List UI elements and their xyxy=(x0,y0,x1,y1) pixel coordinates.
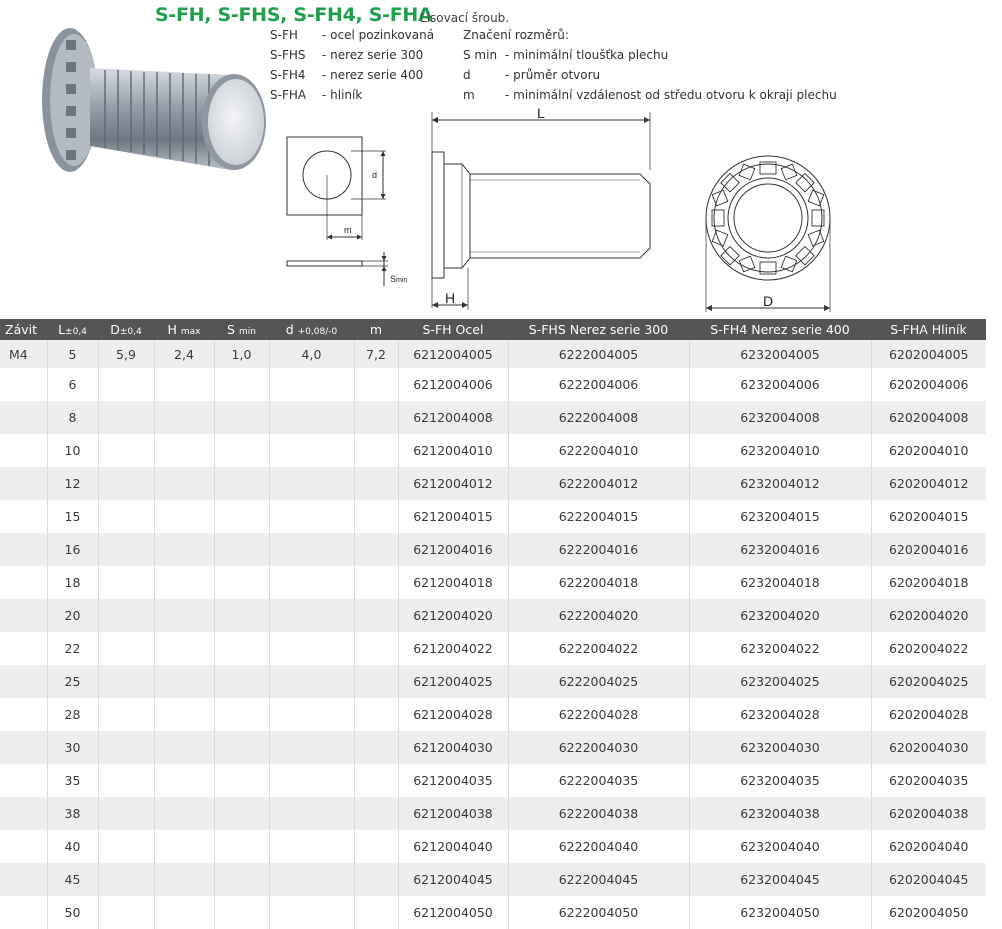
col-header-fh: S-FH Ocel xyxy=(398,319,508,340)
table-cell-fha: 6202004012 xyxy=(871,467,986,500)
table-cell-d xyxy=(269,863,354,896)
table-cell-D xyxy=(98,401,154,434)
table-cell-l: 40 xyxy=(47,830,98,863)
table-cell-h xyxy=(154,467,214,500)
table-cell-fhs: 6222004012 xyxy=(508,467,689,500)
table-cell-fha: 6202004010 xyxy=(871,434,986,467)
table-cell-fhs: 6222004038 xyxy=(508,797,689,830)
table-cell-fh: 6212004012 xyxy=(398,467,508,500)
table-cell-fha: 6202004015 xyxy=(871,500,986,533)
table-cell-fh: 6212004038 xyxy=(398,797,508,830)
table-cell-h xyxy=(154,797,214,830)
table-cell-s: 1,0 xyxy=(214,340,269,368)
table-cell-fhs: 6222004030 xyxy=(508,731,689,764)
table-cell-l: 38 xyxy=(47,797,98,830)
dimension-row: d - průměr otvoru xyxy=(463,68,601,82)
table-cell-fha: 6202004025 xyxy=(871,665,986,698)
table-cell-s xyxy=(214,632,269,665)
table-cell-h xyxy=(154,830,214,863)
table-cell-h xyxy=(154,896,214,929)
material-row: S-FHS - nerez serie 300 xyxy=(270,48,424,62)
table-cell-l: 16 xyxy=(47,533,98,566)
table-cell-l: 20 xyxy=(47,599,98,632)
table-cell-s xyxy=(214,401,269,434)
table-cell-fhs: 6222004028 xyxy=(508,698,689,731)
table-cell-s xyxy=(214,764,269,797)
table-cell-l: 10 xyxy=(47,434,98,467)
table-row xyxy=(0,566,986,599)
table-cell-h xyxy=(154,500,214,533)
table-cell-h xyxy=(154,533,214,566)
table-cell-l: 15 xyxy=(47,500,98,533)
table-cell-fh4: 6232004005 xyxy=(689,340,871,368)
table-cell-d xyxy=(269,830,354,863)
table-cell-fh: 6212004028 xyxy=(398,698,508,731)
table-cell-fh4: 6232004008 xyxy=(689,401,871,434)
table-cell-fha: 6202004016 xyxy=(871,533,986,566)
table-cell-fha: 6202004035 xyxy=(871,764,986,797)
table-cell-d xyxy=(269,698,354,731)
table-cell-fh4: 6232004050 xyxy=(689,896,871,929)
table-cell-m xyxy=(354,896,398,929)
table-cell-fh4: 6232004006 xyxy=(689,368,871,401)
table-row xyxy=(0,632,986,665)
table-row xyxy=(0,434,986,467)
drawing-label-D: D xyxy=(763,293,774,309)
table-cell-s xyxy=(214,698,269,731)
table-cell-fh: 6212004010 xyxy=(398,434,508,467)
col-header-fh4: S-FH4 Nerez serie 400 xyxy=(689,319,871,340)
table-cell-fhs: 6222004020 xyxy=(508,599,689,632)
table-cell-fh: 6212004030 xyxy=(398,731,508,764)
table-cell-h xyxy=(154,731,214,764)
table-cell-fhs: 6222004018 xyxy=(508,566,689,599)
table-cell-fhs: 6222004015 xyxy=(508,500,689,533)
table-cell-fhs: 6222004050 xyxy=(508,896,689,929)
table-cell-s xyxy=(214,500,269,533)
table-cell-D xyxy=(98,731,154,764)
table-cell-h xyxy=(154,599,214,632)
table-cell-s xyxy=(214,533,269,566)
table-cell-fha: 6202004006 xyxy=(871,368,986,401)
table-row xyxy=(0,467,986,500)
table-cell-fha: 6202004040 xyxy=(871,830,986,863)
table-cell-m xyxy=(354,500,398,533)
table-row xyxy=(0,797,986,830)
table-cell-fh4: 6232004016 xyxy=(689,533,871,566)
table-cell-m xyxy=(354,632,398,665)
table-cell-zavit xyxy=(0,500,47,533)
table-cell-m xyxy=(354,731,398,764)
table-row xyxy=(0,764,986,797)
page-title: S-FH, S-FHS, S-FH4, S-FHA xyxy=(155,4,433,26)
table-cell-h xyxy=(154,434,214,467)
table-cell-zavit xyxy=(0,467,47,500)
table-cell-l: 8 xyxy=(47,401,98,434)
table-cell-fha: 6202004030 xyxy=(871,731,986,764)
table-cell-D xyxy=(98,599,154,632)
table-cell-d xyxy=(269,731,354,764)
table-row xyxy=(0,368,986,401)
spec-table xyxy=(0,319,986,929)
table-cell-zavit xyxy=(0,698,47,731)
table-cell-d xyxy=(269,467,354,500)
material-row: S-FHA - hliník xyxy=(270,88,363,102)
table-cell-zavit xyxy=(0,863,47,896)
page-subtitle: Lisovací šroub. xyxy=(420,11,510,25)
col-header-fhs: S-FHS Nerez serie 300 xyxy=(508,319,689,340)
table-cell-fha: 6202004022 xyxy=(871,632,986,665)
col-header-d: d +0,08/-0 xyxy=(269,319,354,340)
table-cell-D xyxy=(98,500,154,533)
dimension-row: m - minimální vzdálenost od středu otvoru k okraji plechu xyxy=(463,88,837,102)
table-cell-s xyxy=(214,566,269,599)
table-cell-fha: 6202004008 xyxy=(871,401,986,434)
col-header-h: H max xyxy=(154,319,214,340)
table-cell-D xyxy=(98,434,154,467)
table-cell-m xyxy=(354,863,398,896)
table-row xyxy=(0,340,986,368)
col-header-m: m xyxy=(354,319,398,340)
table-cell-fh: 6212004050 xyxy=(398,896,508,929)
table-cell-l: 50 xyxy=(47,896,98,929)
table-cell-fhs: 6222004016 xyxy=(508,533,689,566)
table-cell-fh: 6212004015 xyxy=(398,500,508,533)
table-cell-D xyxy=(98,764,154,797)
table-cell-d xyxy=(269,599,354,632)
table-cell-fhs: 6222004005 xyxy=(508,340,689,368)
table-row xyxy=(0,830,986,863)
table-cell-h xyxy=(154,632,214,665)
technical-drawing xyxy=(0,0,1002,320)
table-cell-fh4: 6232004020 xyxy=(689,599,871,632)
table-cell-h xyxy=(154,368,214,401)
table-cell-d xyxy=(269,533,354,566)
col-header-D: D±0,4 xyxy=(98,319,154,340)
material-row: S-FH4 - nerez serie 400 xyxy=(270,68,424,82)
table-cell-m xyxy=(354,797,398,830)
drawing-label-H: H xyxy=(445,290,456,306)
table-cell-zavit xyxy=(0,665,47,698)
table-cell-D xyxy=(98,863,154,896)
table-cell-D xyxy=(98,698,154,731)
table-cell-s xyxy=(214,599,269,632)
table-cell-fhs: 6222004008 xyxy=(508,401,689,434)
table-cell-fh: 6212004008 xyxy=(398,401,508,434)
table-cell-d xyxy=(269,566,354,599)
table-cell-l: 18 xyxy=(47,566,98,599)
table-cell-s xyxy=(214,368,269,401)
table-cell-m xyxy=(354,467,398,500)
table-cell-D xyxy=(98,467,154,500)
table-cell-h xyxy=(154,698,214,731)
table-cell-fh4: 6232004022 xyxy=(689,632,871,665)
table-cell-fha: 6202004045 xyxy=(871,863,986,896)
table-cell-D xyxy=(98,632,154,665)
table-cell-fh4: 6232004025 xyxy=(689,665,871,698)
table-cell-D: 5,9 xyxy=(98,340,154,368)
table-cell-h: 2,4 xyxy=(154,340,214,368)
table-cell-d xyxy=(269,368,354,401)
table-cell-fh: 6212004035 xyxy=(398,764,508,797)
table-cell-l: 12 xyxy=(47,467,98,500)
table-row xyxy=(0,698,986,731)
table-row xyxy=(0,863,986,896)
table-row xyxy=(0,665,986,698)
table-cell-fh4: 6232004035 xyxy=(689,764,871,797)
table-cell-l: 25 xyxy=(47,665,98,698)
table-cell-fh4: 6232004030 xyxy=(689,731,871,764)
table-cell-fha: 6202004050 xyxy=(871,896,986,929)
table-cell-D xyxy=(98,797,154,830)
table-cell-s xyxy=(214,731,269,764)
table-row xyxy=(0,599,986,632)
table-cell-m xyxy=(354,566,398,599)
table-cell-l: 30 xyxy=(47,731,98,764)
table-cell-h xyxy=(154,764,214,797)
table-cell-m xyxy=(354,764,398,797)
table-cell-s xyxy=(214,896,269,929)
col-header-fha: S-FHA Hliník xyxy=(871,319,986,340)
table-cell-fh4: 6232004045 xyxy=(689,863,871,896)
table-cell-zavit xyxy=(0,632,47,665)
table-cell-h xyxy=(154,566,214,599)
table-cell-zavit xyxy=(0,434,47,467)
table-cell-fha: 6202004020 xyxy=(871,599,986,632)
col-header-s: S min xyxy=(214,319,269,340)
table-cell-fhs: 6222004040 xyxy=(508,830,689,863)
table-cell-l: 6 xyxy=(47,368,98,401)
table-cell-d: 4,0 xyxy=(269,340,354,368)
table-cell-fh: 6212004020 xyxy=(398,599,508,632)
table-cell-m xyxy=(354,665,398,698)
table-cell-fh4: 6232004010 xyxy=(689,434,871,467)
table-cell-s xyxy=(214,830,269,863)
table-cell-zavit xyxy=(0,401,47,434)
table-cell-zavit xyxy=(0,797,47,830)
table-cell-m: 7,2 xyxy=(354,340,398,368)
table-cell-m xyxy=(354,599,398,632)
table-cell-fh: 6212004022 xyxy=(398,632,508,665)
table-row xyxy=(0,401,986,434)
table-cell-h xyxy=(154,863,214,896)
table-cell-s xyxy=(214,467,269,500)
table-cell-zavit xyxy=(0,533,47,566)
table-cell-fha: 6202004028 xyxy=(871,698,986,731)
table-row xyxy=(0,896,986,929)
col-header-zavit: Závit xyxy=(0,319,47,340)
table-cell-d xyxy=(269,500,354,533)
table-cell-m xyxy=(354,434,398,467)
table-header-row xyxy=(0,319,986,340)
drawing-label-L: L xyxy=(537,105,545,121)
table-cell-l: 22 xyxy=(47,632,98,665)
table-cell-fhs: 6222004045 xyxy=(508,863,689,896)
table-cell-fhs: 6222004035 xyxy=(508,764,689,797)
table-cell-m xyxy=(354,401,398,434)
table-cell-d xyxy=(269,401,354,434)
table-row xyxy=(0,533,986,566)
table-cell-fh: 6212004045 xyxy=(398,863,508,896)
table-cell-fh4: 6232004038 xyxy=(689,797,871,830)
table-cell-l: 5 xyxy=(47,340,98,368)
table-cell-s xyxy=(214,797,269,830)
table-cell-m xyxy=(354,698,398,731)
table-cell-zavit xyxy=(0,599,47,632)
table-cell-fh: 6212004018 xyxy=(398,566,508,599)
table-cell-D xyxy=(98,566,154,599)
table-cell-zavit xyxy=(0,566,47,599)
table-cell-s xyxy=(214,434,269,467)
dimension-legend-heading: Značení rozměrů: xyxy=(463,28,569,42)
table-cell-fh: 6212004040 xyxy=(398,830,508,863)
table-cell-D xyxy=(98,665,154,698)
table-cell-fh4: 6232004012 xyxy=(689,467,871,500)
table-cell-fha: 6202004005 xyxy=(871,340,986,368)
table-row xyxy=(0,500,986,533)
table-cell-m xyxy=(354,533,398,566)
table-cell-m xyxy=(354,830,398,863)
table-cell-fh4: 6232004015 xyxy=(689,500,871,533)
table-cell-zavit xyxy=(0,830,47,863)
table-cell-zavit xyxy=(0,368,47,401)
table-cell-fhs: 6222004022 xyxy=(508,632,689,665)
table-cell-fha: 6202004018 xyxy=(871,566,986,599)
material-row: S-FH - ocel pozinkovaná xyxy=(270,28,435,42)
table-cell-fh: 6212004005 xyxy=(398,340,508,368)
col-header-l: L±0,4 xyxy=(47,319,98,340)
drawing-label-s: Smin xyxy=(390,274,408,284)
table-cell-l: 28 xyxy=(47,698,98,731)
table-cell-s xyxy=(214,863,269,896)
table-cell-h xyxy=(154,665,214,698)
table-cell-D xyxy=(98,368,154,401)
table-cell-d xyxy=(269,797,354,830)
table-cell-fh: 6212004025 xyxy=(398,665,508,698)
table-cell-D xyxy=(98,830,154,863)
table-row xyxy=(0,731,986,764)
table-cell-s xyxy=(214,665,269,698)
table-cell-l: 35 xyxy=(47,764,98,797)
table-cell-fh4: 6232004028 xyxy=(689,698,871,731)
table-cell-zavit xyxy=(0,896,47,929)
table-cell-fh: 6212004016 xyxy=(398,533,508,566)
table-cell-D xyxy=(98,533,154,566)
table-cell-l: 45 xyxy=(47,863,98,896)
drawing-label-d: d xyxy=(372,170,378,180)
table-cell-fh: 6212004006 xyxy=(398,368,508,401)
table-cell-zavit: M4 xyxy=(0,340,47,368)
table-cell-fh4: 6232004018 xyxy=(689,566,871,599)
table-cell-m xyxy=(354,368,398,401)
table-cell-zavit xyxy=(0,731,47,764)
table-cell-zavit xyxy=(0,764,47,797)
drawing-label-m: m xyxy=(344,225,352,235)
table-cell-d xyxy=(269,764,354,797)
table-cell-d xyxy=(269,896,354,929)
table-cell-fha: 6202004038 xyxy=(871,797,986,830)
table-cell-d xyxy=(269,434,354,467)
table-cell-d xyxy=(269,632,354,665)
table-cell-fhs: 6222004006 xyxy=(508,368,689,401)
table-cell-fhs: 6222004010 xyxy=(508,434,689,467)
dimension-row: S min - minimální tloušťka plechu xyxy=(463,48,669,62)
table-cell-d xyxy=(269,665,354,698)
table-cell-fh4: 6232004040 xyxy=(689,830,871,863)
table-cell-h xyxy=(154,401,214,434)
table-cell-fhs: 6222004025 xyxy=(508,665,689,698)
table-cell-D xyxy=(98,896,154,929)
